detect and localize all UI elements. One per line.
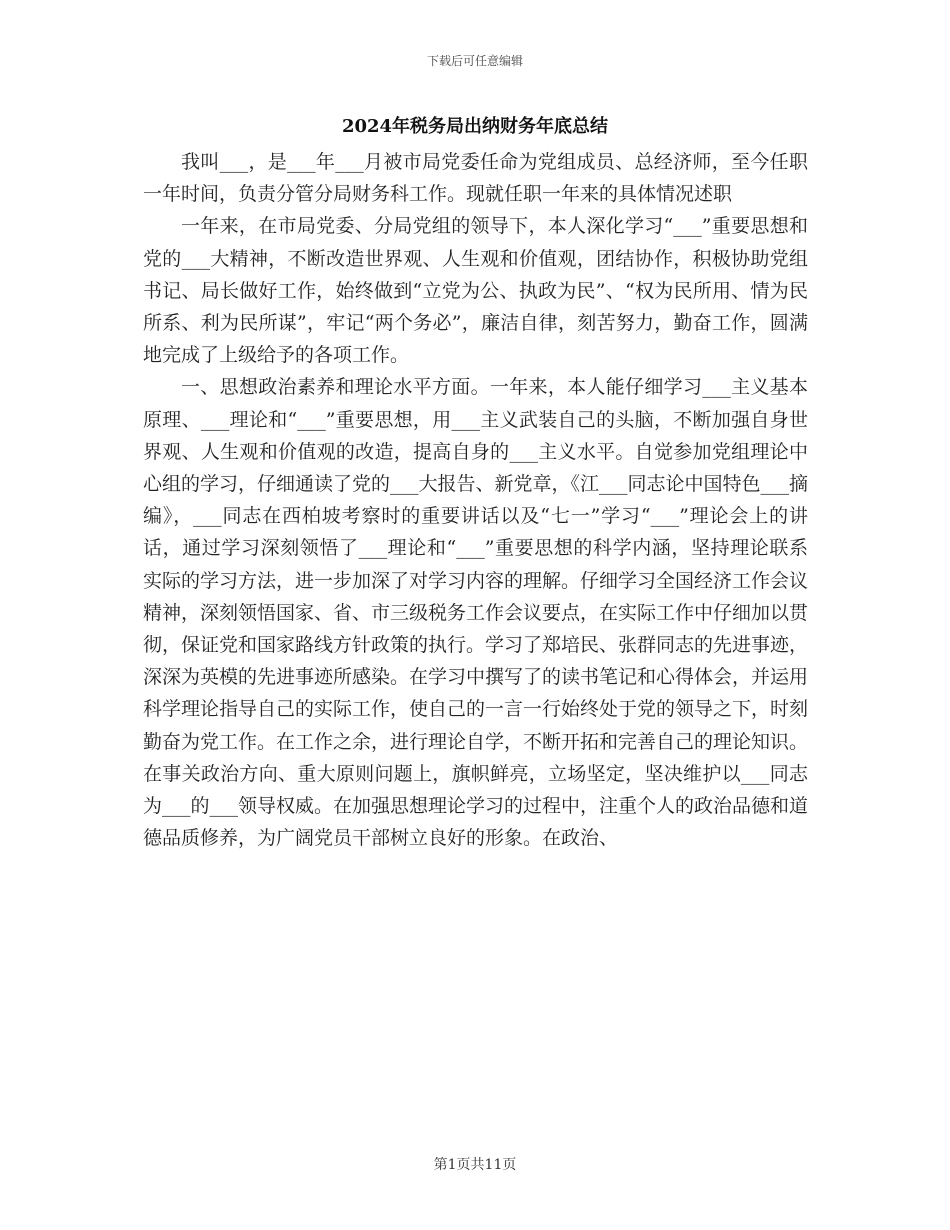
page-header-note: 下载后可任意编辑 [426, 54, 523, 68]
paragraph-political-theory: 一、思想政治素养和理论水平方面。一年来，本人能仔细学习___主义基本原理、___理论和“___”重要思想，用___主义武装自己的头脑，不断加强自身世界观、人生观和价值观的改造，提高自身的___主义水平。自觉参加党组理论中心组的学习，仔细通读了党的___大报告、新党章，《江___同志论中国特色___摘编》，___同志在西柏坡考察时的重要讲话以及“七一”学习“___”理论会上的讲话，通过学习深刻领悟了___理论和“___”重要思想的科学内涵，坚持理论联系实际的学习方法，进一步加深了对学习内容的理解。仔细学习全国经济工作会议精神，深刻领悟国家、省、市三级税务工作会议要点，在实际工作中仔细加以贯彻，保证党和国家路线方针政策的执行。学习了郑培民、张群同志的先进事迹，深深为英模的先进事迹所感染。在学习中撰写了的读书笔记和心得体会，并运用科学理论指导自己的实际工作，使自己的一言一行始终处于党的领导之下，时刻勤奋为党工作。在工作之余，进行理论自学，不断开拓和完善自己的理论知识。在事关政治方向、重大原则问题上，旗帜鲜亮，立场坚定，坚决维护以___同志为___的___领导权威。在加强思想理论学习的过程中，注重个人的政治品德和道德品质修养，为广阔党员干部树立良好的形象。在政治、 [143, 376, 809, 850]
document-title: 2024年税务局出纳财务年底总结 [341, 116, 609, 137]
paragraph-overview: 一年来，在市局党委、分局党组的领导下，本人深化学习“___”重要思想和党的___大精神，不断改造世界观、人生观和价值观，团结协作，积极协助党组书记、局长做好工作，始终做到“立党为公、执政为民”、“权为民所用、情为民所系、利为民所谋”，牢记“两个务必”，廉洁自律，刻苦努力，勤奋工作，圆满地完成了上级给予的各项工作。 [143, 215, 808, 367]
paragraph-intro: 我叫___，是___年___月被市局党委任命为党组成员、总经济师，至今任职一年时间，负责分管分局财务科工作。现就任职一年来的具体情况述职 [143, 151, 808, 206]
document-body [143, 146, 808, 854]
page-number: 第1页共11页 [433, 1157, 517, 1173]
